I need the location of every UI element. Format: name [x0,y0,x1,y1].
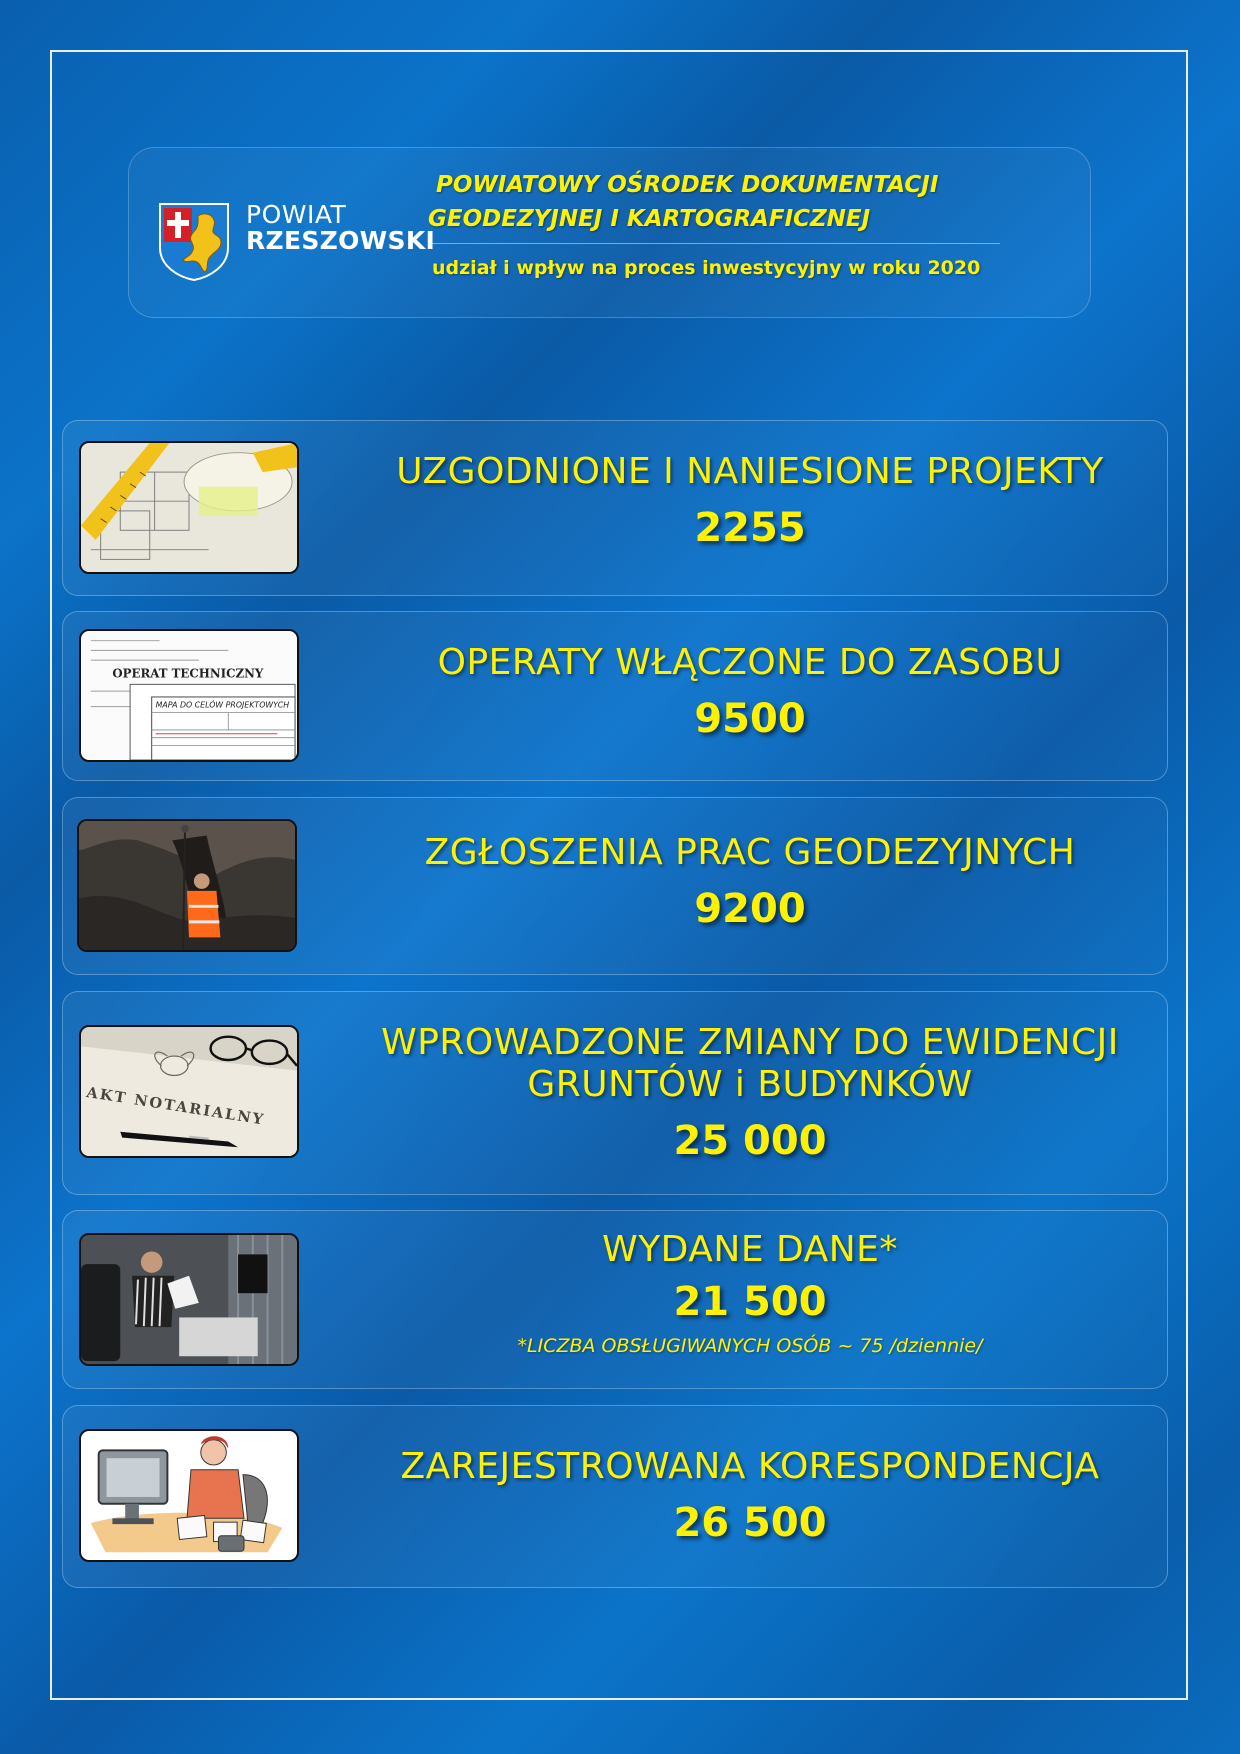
header-divider [430,243,1000,244]
stat-label-line1: WPROWADZONE ZMIANY DO EWIDENCJI [381,1022,1119,1063]
operat-document-image [79,629,299,762]
stat-footnote: *LICZBA OBSŁUGIWANYCH OSÓB ~ 75 /dziennie/ [517,1335,983,1357]
stat-panel-korespondencja [62,1405,1168,1588]
stat-value: 26 500 [673,1500,827,1546]
stat-value: 25 000 [673,1118,827,1164]
header-title [428,168,938,236]
stat-label: UZGODNIONE I NANIESIONE PROJEKTY [396,451,1104,492]
stat-value: 2255 [694,505,806,551]
stat-value: 9500 [694,696,806,742]
coat-of-arms-icon [158,202,230,282]
office-worker-image [79,1233,299,1366]
stat-value: 21 500 [673,1279,827,1325]
secretary-phone-image [79,1429,299,1562]
stat-panel-operaty [62,611,1168,781]
header-title-line2: GEODEZYJNEJ I KARTOGRAFICZNEJ [428,206,871,232]
stat-value: 9200 [694,886,806,932]
stat-label: WYDANE DANE* [602,1229,898,1270]
stat-label: ZAREJESTROWANA KORESPONDENCJA [400,1446,1100,1487]
stat-panel-projects [62,420,1168,596]
header-title-line1: POWIATOWY OŚRODEK DOKUMENTACJI [436,172,939,198]
stat-panel-ewidencja [62,991,1168,1195]
stat-panel-wydane-dane [62,1210,1168,1389]
operat-heading: OPERAT TECHNICZNY [112,666,264,681]
header-subtitle: udział i wpływ na proces inwestycyjny w roku 2020 [432,257,981,279]
operat-map-label: MAPA DO CELÓW PROJEKTOWYCH [155,700,290,710]
surveyor-trench-image [77,819,297,952]
stat-label-line2: GRUNTÓW i BUDYNKÓW [527,1064,973,1105]
stat-label: OPERATY WŁĄCZONE DO ZASOBU [437,642,1063,683]
notarial-deed-image [79,1025,299,1158]
stat-label: ZGŁOSZENIA PRAC GEODEZYJNYCH [424,832,1076,873]
powiat-label: POWIAT [246,200,347,229]
powiat-name: RZESZOWSKI [246,226,436,255]
construction-plans-image [79,441,299,574]
stat-panel-zgloszenia [62,797,1168,975]
deed-text: AKT NOTARIALNY [85,1084,267,1129]
